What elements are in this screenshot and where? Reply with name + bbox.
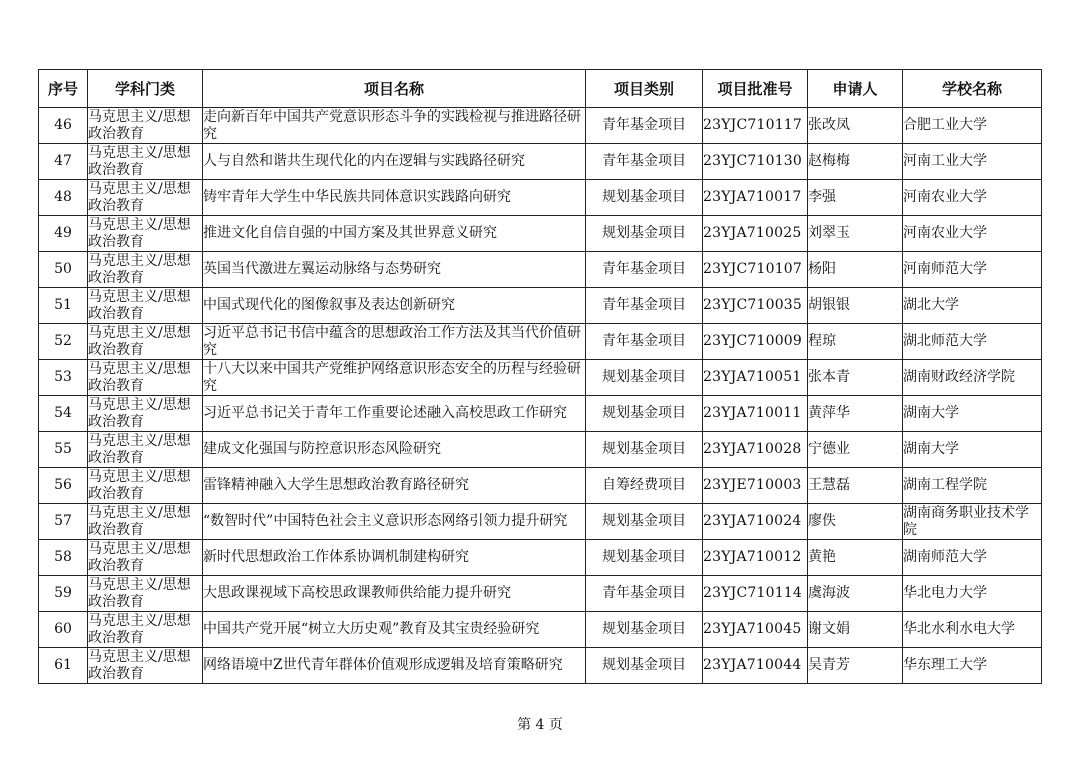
cell-type-text: 青年基金项目 <box>602 333 686 349</box>
cell-type <box>586 396 703 432</box>
cell-type <box>586 432 703 468</box>
cell-title <box>203 648 586 684</box>
cell-school-text: 湖南商务职业技术学院 <box>903 504 1029 538</box>
cell-type <box>586 468 703 504</box>
cell-title-text: 十八大以来中国共产党维护网络意识形态安全的历程与经验研究 <box>203 360 581 394</box>
cell-type <box>586 324 703 360</box>
cell-title <box>203 360 586 396</box>
cell-applicant-text: 黄萍华 <box>808 405 850 421</box>
cell-type-text: 青年基金项目 <box>602 117 686 133</box>
table-row <box>39 612 1042 648</box>
cell-seq <box>39 216 88 252</box>
cell-seq <box>39 612 88 648</box>
cell-code-text: 23YJA710028 <box>703 441 802 457</box>
cell-school-text: 湖南大学 <box>903 405 959 421</box>
cell-title-text: “数智时代”中国特色社会主义意识形态网络引领力提升研究 <box>203 513 568 529</box>
cell-type <box>586 180 703 216</box>
cell-type <box>586 504 703 540</box>
cell-seq <box>39 648 88 684</box>
cell-subject <box>88 216 203 252</box>
cell-school <box>903 108 1042 144</box>
cell-seq-text: 59 <box>54 585 72 601</box>
header-seq: 序号 <box>39 70 88 108</box>
cell-subject <box>88 180 203 216</box>
cell-applicant <box>808 360 903 396</box>
cell-subject-text: 马克思主义/思想政治教育 <box>88 108 191 142</box>
cell-code-text: 23YJC710117 <box>703 117 803 133</box>
cell-applicant-text: 黄艳 <box>808 549 836 565</box>
header-subject: 学科门类 <box>88 70 203 108</box>
cell-seq-text: 47 <box>54 153 72 169</box>
cell-applicant <box>808 612 903 648</box>
cell-subject-text: 马克思主义/思想政治教育 <box>88 396 191 430</box>
cell-code-text: 23YJA710011 <box>703 405 802 421</box>
cell-school-text: 湖南大学 <box>903 441 959 457</box>
cell-type <box>586 288 703 324</box>
cell-type <box>586 540 703 576</box>
cell-school-text: 河南师范大学 <box>903 261 987 277</box>
cell-seq-text: 55 <box>54 441 72 457</box>
cell-seq-text: 48 <box>54 189 72 205</box>
cell-applicant <box>808 576 903 612</box>
cell-title <box>203 612 586 648</box>
cell-type <box>586 108 703 144</box>
cell-school <box>903 324 1042 360</box>
cell-code <box>703 108 808 144</box>
cell-school-text: 河南农业大学 <box>903 225 987 241</box>
cell-subject <box>88 432 203 468</box>
cell-seq <box>39 432 88 468</box>
cell-seq-text: 46 <box>54 117 72 133</box>
cell-title <box>203 432 586 468</box>
cell-type <box>586 576 703 612</box>
cell-applicant <box>808 180 903 216</box>
cell-seq <box>39 540 88 576</box>
cell-seq <box>39 324 88 360</box>
table-row <box>39 216 1042 252</box>
cell-seq-text: 53 <box>54 369 72 385</box>
cell-code-text: 23YJA710024 <box>703 513 802 529</box>
cell-school <box>903 468 1042 504</box>
table-row <box>39 360 1042 396</box>
cell-title <box>203 504 586 540</box>
cell-subject <box>88 468 203 504</box>
cell-title-text: 建成文化强国与防控意识形态风险研究 <box>203 441 441 457</box>
table-row <box>39 648 1042 684</box>
cell-subject <box>88 612 203 648</box>
cell-subject-text: 马克思主义/思想政治教育 <box>88 540 191 574</box>
cell-applicant <box>808 216 903 252</box>
cell-applicant-text: 胡银银 <box>808 297 850 313</box>
cell-school-text: 湖北师范大学 <box>903 333 987 349</box>
cell-code-text: 23YJA710045 <box>703 621 802 637</box>
cell-code <box>703 504 808 540</box>
table-row <box>39 396 1042 432</box>
cell-title-text: 走向新百年中国共产党意识形态斗争的实践检视与推进路径研究 <box>203 108 581 142</box>
cell-title <box>203 396 586 432</box>
cell-title-text: 推进文化自信自强的中国方案及其世界意义研究 <box>203 225 497 241</box>
cell-seq-text: 58 <box>54 549 72 565</box>
cell-subject <box>88 576 203 612</box>
cell-seq <box>39 504 88 540</box>
cell-subject <box>88 504 203 540</box>
header-code: 项目批准号 <box>703 70 808 108</box>
cell-applicant <box>808 288 903 324</box>
cell-title <box>203 468 586 504</box>
cell-subject-text: 马克思主义/思想政治教育 <box>88 612 191 646</box>
cell-subject-text: 马克思主义/思想政治教育 <box>88 504 191 538</box>
header-applicant: 申请人 <box>808 70 903 108</box>
table-body <box>39 108 1042 684</box>
cell-title <box>203 144 586 180</box>
cell-subject-text: 马克思主义/思想政治教育 <box>88 360 191 394</box>
cell-type-text: 自筹经费项目 <box>602 477 686 493</box>
cell-school-text: 华东理工大学 <box>903 657 987 673</box>
cell-type-text: 规划基金项目 <box>602 405 686 421</box>
cell-applicant-text: 虞海波 <box>808 585 850 601</box>
cell-seq <box>39 468 88 504</box>
cell-subject <box>88 108 203 144</box>
cell-school <box>903 540 1042 576</box>
cell-type <box>586 648 703 684</box>
cell-applicant-text: 宁德业 <box>808 441 850 457</box>
page-number: 第 4 页 <box>517 717 563 733</box>
cell-type-text: 青年基金项目 <box>602 153 686 169</box>
cell-subject-text: 马克思主义/思想政治教育 <box>88 252 191 286</box>
cell-title-text: 人与自然和谐共生现代化的内在逻辑与实践路径研究 <box>203 153 525 169</box>
cell-title <box>203 324 586 360</box>
cell-applicant <box>808 108 903 144</box>
cell-subject-text: 马克思主义/思想政治教育 <box>88 180 191 214</box>
cell-title-text: 中国式现代化的图像叙事及表达创新研究 <box>203 297 455 313</box>
cell-applicant <box>808 144 903 180</box>
header-title: 项目名称 <box>203 70 586 108</box>
table-row <box>39 252 1042 288</box>
cell-code <box>703 288 808 324</box>
cell-seq <box>39 252 88 288</box>
header-type: 项目类别 <box>586 70 703 108</box>
cell-school <box>903 144 1042 180</box>
cell-subject <box>88 540 203 576</box>
cell-code-text: 23YJC710035 <box>703 297 803 313</box>
cell-applicant <box>808 504 903 540</box>
cell-title-text: 网络语境中Z世代青年群体价值观形成逻辑及培育策略研究 <box>203 657 563 673</box>
cell-seq-text: 54 <box>54 405 72 421</box>
cell-type-text: 规划基金项目 <box>602 621 686 637</box>
cell-applicant-text: 刘翠玉 <box>808 225 850 241</box>
cell-type <box>586 252 703 288</box>
cell-title <box>203 252 586 288</box>
cell-type-text: 青年基金项目 <box>602 585 686 601</box>
cell-title-text: 大思政课视域下高校思政课教师供给能力提升研究 <box>203 585 511 601</box>
cell-school <box>903 360 1042 396</box>
cell-type <box>586 144 703 180</box>
cell-seq <box>39 144 88 180</box>
cell-seq-text: 57 <box>54 513 72 529</box>
cell-type-text: 规划基金项目 <box>602 225 686 241</box>
cell-code <box>703 324 808 360</box>
cell-title-text: 铸牢青年大学生中华民族共同体意识实践路向研究 <box>203 189 511 205</box>
cell-school-text: 湖南工程学院 <box>903 477 987 493</box>
cell-type-text: 规划基金项目 <box>602 549 686 565</box>
cell-school <box>903 288 1042 324</box>
cell-code <box>703 468 808 504</box>
cell-subject-text: 马克思主义/思想政治教育 <box>88 468 191 502</box>
cell-type-text: 规划基金项目 <box>602 441 686 457</box>
cell-type <box>586 360 703 396</box>
cell-school-text: 河南农业大学 <box>903 189 987 205</box>
cell-school <box>903 180 1042 216</box>
cell-title <box>203 108 586 144</box>
cell-code <box>703 360 808 396</box>
cell-applicant-text: 程琼 <box>808 333 836 349</box>
cell-subject-text: 马克思主义/思想政治教育 <box>88 648 191 682</box>
cell-code <box>703 144 808 180</box>
cell-applicant-text: 廖佚 <box>808 513 836 529</box>
cell-subject-text: 马克思主义/思想政治教育 <box>88 576 191 610</box>
cell-code <box>703 648 808 684</box>
cell-applicant <box>808 324 903 360</box>
cell-title-text: 雷锋精神融入大学生思想政治教育路径研究 <box>203 477 469 493</box>
cell-type <box>586 612 703 648</box>
cell-code-text: 23YJC710114 <box>703 585 803 601</box>
cell-school-text: 湖南财政经济学院 <box>903 369 1015 385</box>
cell-type-text: 青年基金项目 <box>602 261 686 277</box>
cell-code-text: 23YJC710107 <box>703 261 803 277</box>
cell-applicant <box>808 252 903 288</box>
cell-applicant-text: 张本青 <box>808 369 850 385</box>
cell-school <box>903 612 1042 648</box>
cell-applicant-text: 谢文娟 <box>808 621 850 637</box>
cell-subject <box>88 396 203 432</box>
cell-subject <box>88 252 203 288</box>
cell-applicant-text: 赵梅梅 <box>808 153 850 169</box>
cell-type-text: 规划基金项目 <box>602 189 686 205</box>
cell-seq-text: 60 <box>54 621 72 637</box>
cell-school <box>903 504 1042 540</box>
cell-seq <box>39 576 88 612</box>
cell-seq-text: 52 <box>54 333 72 349</box>
cell-subject <box>88 324 203 360</box>
cell-code-text: 23YJA710025 <box>703 225 802 241</box>
cell-code <box>703 540 808 576</box>
cell-title-text: 新时代思想政治工作体系协调机制建构研究 <box>203 549 469 565</box>
cell-school-text: 湖南师范大学 <box>903 549 987 565</box>
cell-title-text: 中国共产党开展“树立大历史观”教育及其宝贵经验研究 <box>203 621 540 637</box>
cell-seq <box>39 360 88 396</box>
cell-title-text: 习近平总书记关于青年工作重要论述融入高校思政工作研究 <box>203 405 567 421</box>
cell-type <box>586 216 703 252</box>
project-table <box>38 69 1042 684</box>
cell-applicant <box>808 540 903 576</box>
cell-title-text: 英国当代激进左翼运动脉络与态势研究 <box>203 261 441 277</box>
cell-applicant-text: 杨阳 <box>808 261 836 277</box>
cell-applicant <box>808 432 903 468</box>
cell-seq-text: 50 <box>54 261 72 277</box>
cell-seq <box>39 396 88 432</box>
cell-applicant <box>808 396 903 432</box>
cell-code-text: 23YJA710051 <box>703 369 802 385</box>
cell-code <box>703 576 808 612</box>
cell-school-text: 合肥工业大学 <box>903 117 987 133</box>
cell-applicant <box>808 468 903 504</box>
cell-school-text: 华北电力大学 <box>903 585 987 601</box>
cell-applicant-text: 张改凤 <box>808 117 850 133</box>
cell-school <box>903 432 1042 468</box>
cell-title-text: 习近平总书记书信中蕴含的思想政治工作方法及其当代价值研究 <box>203 324 581 358</box>
cell-title <box>203 540 586 576</box>
cell-school <box>903 252 1042 288</box>
cell-subject <box>88 288 203 324</box>
cell-subject <box>88 648 203 684</box>
table-row <box>39 540 1042 576</box>
cell-type-text: 青年基金项目 <box>602 297 686 313</box>
cell-subject <box>88 144 203 180</box>
table-header-row <box>39 70 1042 108</box>
cell-school <box>903 216 1042 252</box>
table-row <box>39 468 1042 504</box>
cell-code-text: 23YJC710009 <box>703 333 803 349</box>
cell-title <box>203 576 586 612</box>
cell-subject-text: 马克思主义/思想政治教育 <box>88 216 191 250</box>
table-row <box>39 144 1042 180</box>
cell-school <box>903 396 1042 432</box>
cell-school <box>903 648 1042 684</box>
cell-applicant-text: 王慧磊 <box>808 477 850 493</box>
cell-code <box>703 396 808 432</box>
cell-subject-text: 马克思主义/思想政治教育 <box>88 144 191 178</box>
cell-code <box>703 216 808 252</box>
cell-title <box>203 180 586 216</box>
cell-title <box>203 216 586 252</box>
cell-code <box>703 612 808 648</box>
cell-code <box>703 252 808 288</box>
table-row <box>39 108 1042 144</box>
table-row <box>39 576 1042 612</box>
cell-school-text: 华北水利水电大学 <box>903 621 1015 637</box>
cell-type-text: 规划基金项目 <box>602 369 686 385</box>
cell-subject-text: 马克思主义/思想政治教育 <box>88 432 191 466</box>
cell-applicant-text: 吴青芳 <box>808 657 850 673</box>
cell-type-text: 规划基金项目 <box>602 657 686 673</box>
cell-seq-text: 56 <box>54 477 72 493</box>
cell-seq-text: 51 <box>54 297 72 313</box>
cell-subject-text: 马克思主义/思想政治教育 <box>88 324 191 358</box>
cell-type-text: 规划基金项目 <box>602 513 686 529</box>
cell-seq-text: 61 <box>54 657 72 673</box>
cell-seq <box>39 288 88 324</box>
cell-subject <box>88 360 203 396</box>
cell-code-text: 23YJC710130 <box>703 153 803 169</box>
cell-applicant <box>808 648 903 684</box>
cell-subject-text: 马克思主义/思想政治教育 <box>88 288 191 322</box>
cell-seq <box>39 180 88 216</box>
cell-code <box>703 432 808 468</box>
table-row <box>39 324 1042 360</box>
table-row <box>39 504 1042 540</box>
table-row <box>39 432 1042 468</box>
cell-applicant-text: 李强 <box>808 189 836 205</box>
cell-seq <box>39 108 88 144</box>
cell-school-text: 河南工业大学 <box>903 153 987 169</box>
cell-school-text: 湖北大学 <box>903 297 959 313</box>
cell-title <box>203 288 586 324</box>
cell-code-text: 23YJE710003 <box>703 477 802 493</box>
cell-code <box>703 180 808 216</box>
cell-code-text: 23YJA710012 <box>703 549 802 565</box>
cell-school <box>903 576 1042 612</box>
cell-code-text: 23YJA710044 <box>703 657 802 673</box>
cell-seq-text: 49 <box>54 225 72 241</box>
table-row <box>39 180 1042 216</box>
header-school: 学校名称 <box>903 70 1042 108</box>
cell-code-text: 23YJA710017 <box>703 189 802 205</box>
table-row <box>39 288 1042 324</box>
